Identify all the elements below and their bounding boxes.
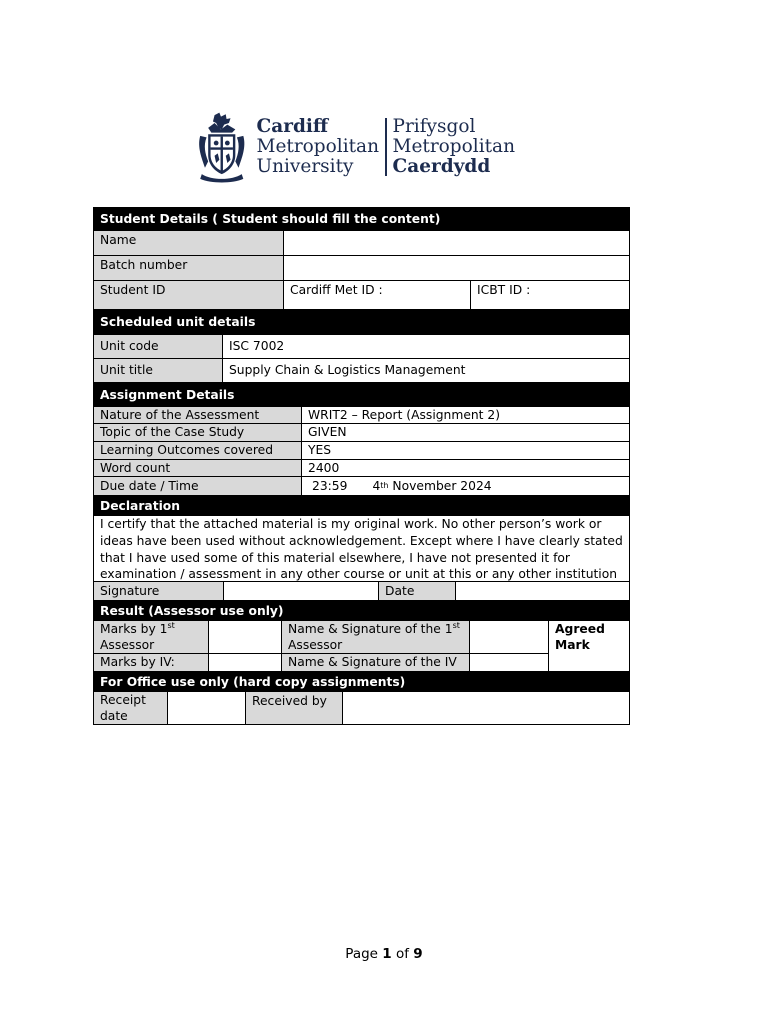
signature-label: Signature (94, 582, 224, 601)
unit-title-label: Unit title (94, 359, 223, 383)
marks-iv-field[interactable] (209, 654, 282, 672)
office-use-header (93, 672, 630, 692)
section-title: Assignment Details (100, 387, 235, 402)
logo-text: Metropolitan (256, 136, 379, 157)
marks-first-assessor-field[interactable] (209, 621, 282, 654)
batch-row (93, 256, 630, 281)
topic-value: GIVEN (302, 424, 629, 442)
name-signature-iv-field[interactable] (470, 654, 548, 672)
page-total: 9 (413, 946, 423, 962)
receipt-date-field[interactable] (168, 692, 246, 725)
label-text: Receipt date (100, 693, 146, 723)
due-date-row (93, 477, 630, 496)
due-time: 23:59 (312, 478, 348, 493)
batch-field[interactable] (284, 256, 629, 281)
cardiff-met-id-field[interactable]: Cardiff Met ID : (284, 281, 471, 310)
unit-title-value: Supply Chain & Logistics Management (223, 359, 629, 383)
result-header (93, 601, 630, 621)
due-month-year: November 2024 (392, 478, 492, 493)
declaration-header (93, 496, 630, 516)
unit-code-row (93, 335, 630, 359)
result-left (94, 621, 548, 672)
label-text: Assessor (100, 637, 155, 652)
student-id-label: Student ID (94, 281, 284, 310)
date-label: Date (379, 582, 456, 601)
page-of-label: of (395, 946, 409, 962)
first-assessor-row (94, 621, 548, 654)
name-signature-iv-label: Name & Signature of the IV (282, 654, 470, 672)
section-title: Declaration (100, 498, 181, 513)
marks-iv-label: Marks by IV: (94, 654, 209, 672)
crest-logo-icon (197, 103, 247, 191)
name-signature-first-assessor-label (282, 621, 470, 654)
logo-text: Caerdydd (392, 156, 491, 177)
outcomes-value: YES (302, 442, 629, 460)
page-current: 1 (382, 946, 392, 962)
received-by-label: Received by (246, 692, 343, 725)
icbt-id-field[interactable]: ICBT ID : (471, 281, 629, 310)
label-sup: st (452, 621, 460, 630)
word-count-value: 2400 (302, 460, 629, 477)
page-footer (0, 946, 768, 962)
name-row (93, 231, 630, 256)
nature-label: Nature of the Assessment (94, 407, 302, 424)
assignment-details-header (93, 383, 630, 407)
logo-text: University (256, 156, 354, 177)
date-field[interactable] (456, 582, 629, 601)
declaration-text: I certify that the attached material is my original work. No other person’s work or ideas have been used without acknowledgement. Except where I have clearly stated that I have used some of this material elsewhere, I have not presented it for examination / assessment in any other course or unit at this or any other institution (94, 516, 629, 582)
result-block (93, 621, 630, 672)
label-text: Assessor (288, 637, 343, 652)
iv-row (94, 654, 548, 672)
logo-english-name (257, 117, 380, 177)
label-text: Name & Signature of the 1 (288, 622, 453, 636)
label-sup: st (167, 621, 175, 630)
office-use-row (93, 692, 630, 725)
signature-field[interactable] (224, 582, 379, 601)
student-details-header (93, 207, 630, 231)
logo-divider (385, 118, 387, 176)
section-title: Result (Assessor use only) (100, 603, 284, 618)
nature-row (93, 407, 630, 424)
batch-label: Batch number (94, 256, 284, 281)
logo-text: Cardiff (256, 116, 329, 137)
university-logo (197, 103, 515, 191)
name-label: Name (94, 231, 284, 256)
unit-title-row (93, 359, 630, 383)
logo-wordmark (257, 117, 516, 177)
section-title: Student Details ( Student should fill the content) (100, 211, 441, 226)
due-date-label: Due date / Time (94, 477, 302, 496)
name-field[interactable] (284, 231, 629, 256)
label-text: Marks by 1 (100, 622, 168, 636)
marks-first-assessor-label (94, 621, 209, 654)
unit-details-header (93, 310, 630, 335)
coversheet-form (93, 207, 630, 725)
word-count-label: Word count (94, 460, 302, 477)
page-label: Page (345, 946, 378, 962)
signature-row (93, 582, 630, 601)
agreed-mark-label: Agreed Mark (555, 622, 605, 652)
unit-code-value: ISC 7002 (223, 335, 629, 359)
topic-label: Topic of the Case Study (94, 424, 302, 442)
agreed-mark-field[interactable] (548, 621, 629, 672)
word-count-row (93, 460, 630, 477)
outcomes-row (93, 442, 630, 460)
nature-value: WRIT2 – Report (Assignment 2) (302, 407, 629, 424)
logo-text: Metropolitan (392, 136, 515, 157)
section-title: For Office use only (hard copy assignments) (100, 674, 406, 689)
unit-code-label: Unit code (94, 335, 223, 359)
logo-text: Prifysgol (392, 116, 476, 137)
received-by-field[interactable] (343, 692, 629, 725)
section-title: Scheduled unit details (100, 315, 256, 329)
student-id-row (93, 281, 630, 310)
logo-welsh-name (393, 117, 516, 177)
outcomes-label: Learning Outcomes covered (94, 442, 302, 460)
declaration-row (93, 516, 630, 582)
due-date-value: 23:59 4 th November 2024 (302, 477, 629, 496)
topic-row (93, 424, 630, 442)
receipt-date-label (94, 692, 168, 725)
name-signature-first-assessor-field[interactable] (470, 621, 548, 654)
due-day: 4 (372, 478, 381, 493)
